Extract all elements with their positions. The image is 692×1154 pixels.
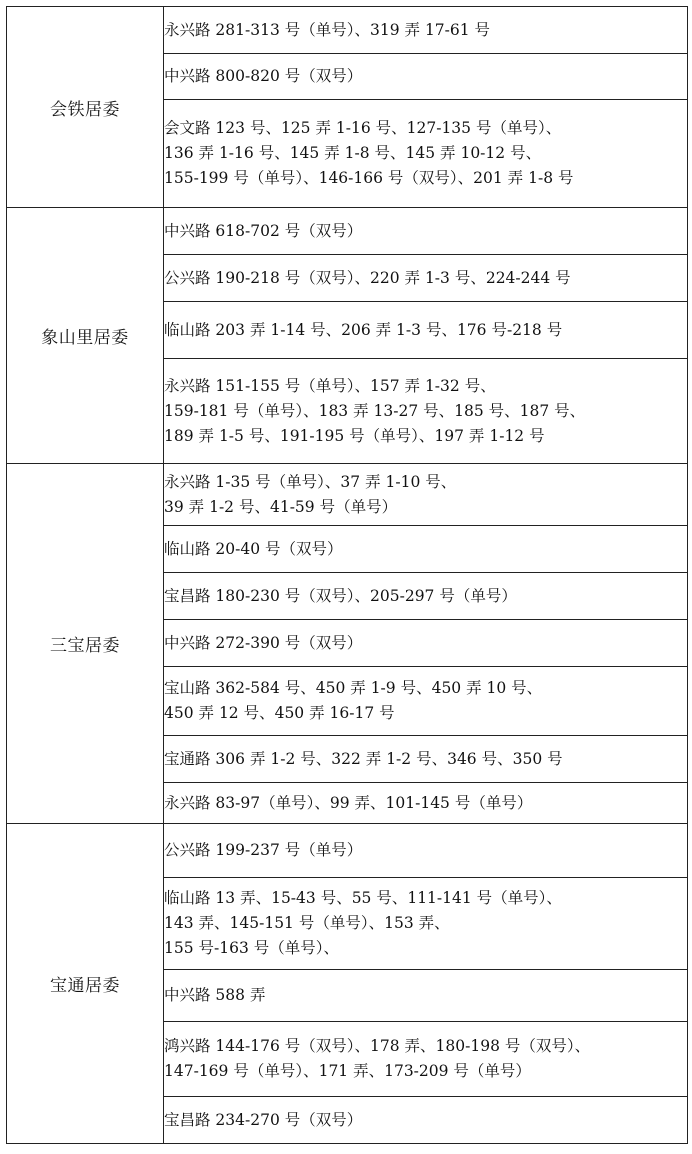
- address-cell: [164, 54, 688, 100]
- address-line: 中兴路 272-390 号（双号）: [164, 633, 363, 652]
- address-cell: [164, 464, 688, 526]
- address-line: 公兴路 199-237 号（单号）: [164, 841, 363, 859]
- address-cell: [164, 1097, 688, 1144]
- address-line: 189 弄 1-5 号、191-195 号（单号）、197 弄 1-12 号: [164, 426, 545, 445]
- address-line: 155-199 号（单号）、146-166 号（双号）、201 弄 1-8 号: [164, 169, 574, 187]
- address-line: 永兴路 1-35 号（单号）、37 弄 1-10 号、: [164, 472, 457, 491]
- address-cell: [164, 573, 688, 620]
- address-cell: [164, 970, 688, 1022]
- address-cell: [164, 783, 688, 824]
- address-line: 永兴路 281-313 号（单号）、319 弄 17-61 号: [164, 20, 491, 39]
- address-cell: [164, 100, 688, 208]
- address-line: 鸿兴路 144-176 号（双号）、178 弄、180-198 号（双号）、: [164, 1037, 591, 1055]
- address-cell: [164, 736, 688, 783]
- address-table-body: [7, 7, 688, 1144]
- address-line: 39 弄 1-2 号、41-59 号（单号）: [164, 497, 398, 516]
- address-line: 中兴路 618-702 号（双号）: [164, 221, 363, 240]
- table-row: [7, 208, 688, 255]
- address-line: 临山路 13 弄、15-43 号、55 号、111-141 号（单号）、: [164, 889, 562, 907]
- address-line: 永兴路 151-155 号（单号）、157 弄 1-32 号、: [164, 376, 496, 395]
- address-line: 450 弄 12 号、450 弄 16-17 号: [164, 704, 395, 722]
- address-line: 临山路 203 弄 1-14 号、206 弄 1-3 号、176 号-218 号: [164, 320, 563, 339]
- address-line: 中兴路 800-820 号（双号）: [164, 67, 363, 85]
- address-line: 147-169 号（单号）、171 弄、173-209 号（单号）: [164, 1062, 531, 1080]
- committee-name: 会铁居委: [7, 7, 164, 208]
- address-table: [6, 6, 688, 1144]
- address-cell: [164, 302, 688, 359]
- address-cell: [164, 667, 688, 736]
- address-cell: [164, 7, 688, 54]
- address-cell: [164, 620, 688, 667]
- address-cell: [164, 1022, 688, 1097]
- committee-name: 象山里居委: [7, 208, 164, 464]
- address-line: 136 弄 1-16 号、145 弄 1-8 号、145 弄 10-12 号、: [164, 144, 542, 162]
- address-line: 155 号-163 号（单号）、: [164, 939, 340, 957]
- address-line: 宝通路 306 弄 1-2 号、322 弄 1-2 号、346 号、350 号: [164, 749, 563, 768]
- address-line: 159-181 号（单号）、183 弄 13-27 号、185 号、187 号、: [164, 401, 586, 420]
- committee-name: 三宝居委: [7, 464, 164, 824]
- address-line: 会文路 123 号、125 弄 1-16 号、127-135 号（单号）、: [164, 119, 562, 137]
- committee-name: 宝通居委: [7, 824, 164, 1144]
- address-cell: [164, 255, 688, 302]
- address-cell: [164, 359, 688, 464]
- address-line: 公兴路 190-218 号（双号）、220 弄 1-3 号、224-244 号: [164, 268, 571, 287]
- table-row: [7, 824, 688, 878]
- address-cell: [164, 824, 688, 878]
- table-row: [7, 7, 688, 54]
- address-line: 中兴路 588 弄: [164, 986, 266, 1004]
- address-line: 永兴路 83-97（单号）、99 弄、101-145 号（单号）: [164, 793, 533, 812]
- address-line: 宝山路 362-584 号、450 弄 1-9 号、450 弄 10 号、: [164, 679, 543, 697]
- address-cell: [164, 878, 688, 970]
- table-row: [7, 464, 688, 526]
- address-cell: [164, 526, 688, 573]
- address-line: 临山路 20-40 号（双号）: [164, 539, 343, 558]
- address-line: 宝昌路 180-230 号（双号）、205-297 号（单号）: [164, 586, 517, 605]
- address-line: 宝昌路 234-270 号（双号）: [164, 1110, 363, 1129]
- address-line: 143 弄、145-151 号（单号）、153 弄、: [164, 914, 450, 932]
- address-cell: [164, 208, 688, 255]
